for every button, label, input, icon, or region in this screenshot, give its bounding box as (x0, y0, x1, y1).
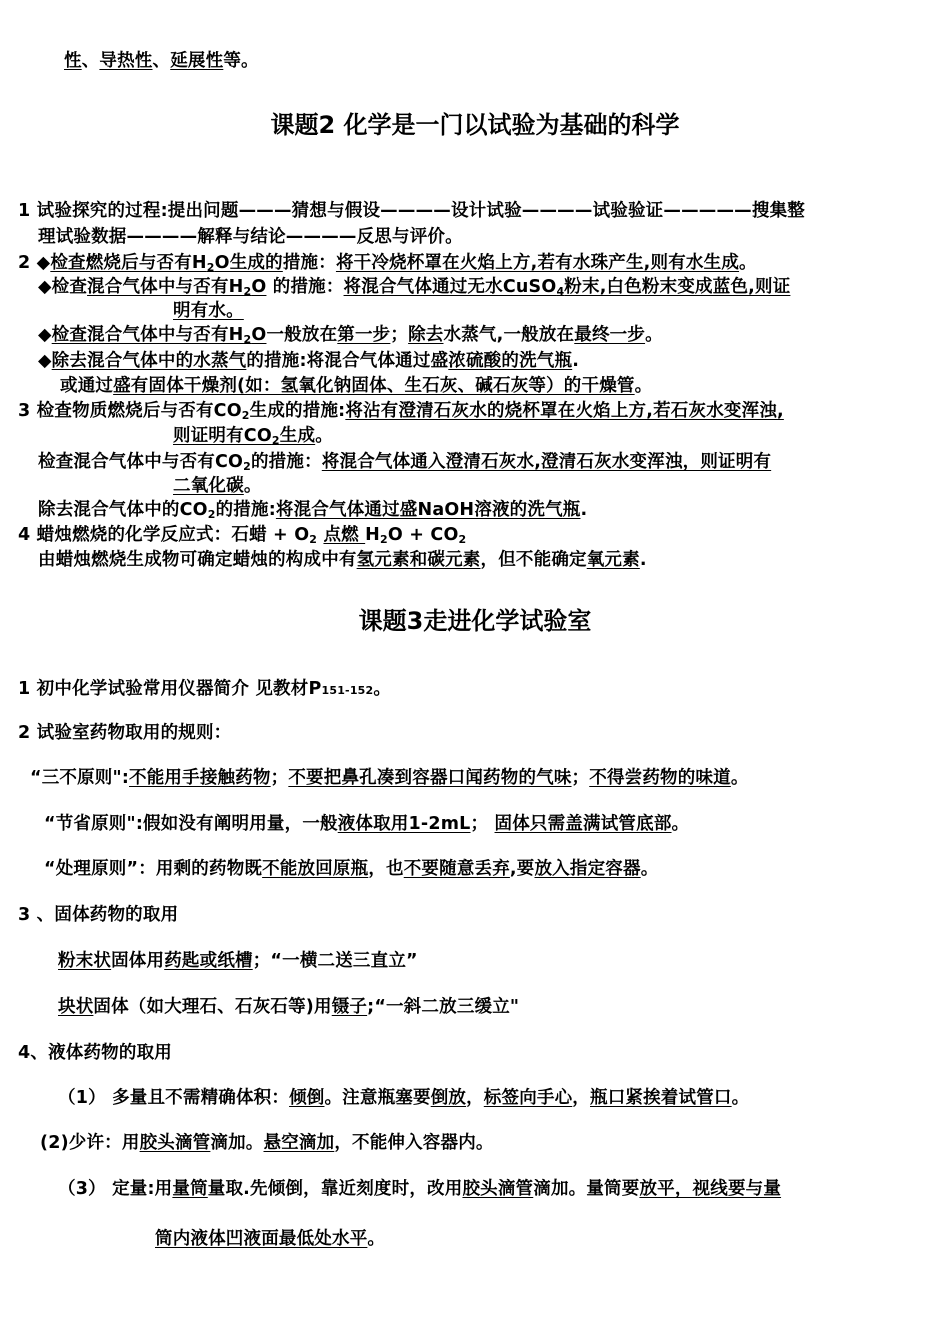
term: 延展性 (170, 51, 224, 71)
text: 措施： (282, 253, 336, 273)
text-line (58, 1087, 749, 1109)
term: 将干冷烧杯罩在火焰上方,若有水珠产生,则有水生成 (335, 253, 740, 273)
text: ◆检查 (38, 277, 88, 297)
term: 液体取用1-2mL (337, 814, 471, 834)
section-title-3: 课题3走进化学试验室 (358, 607, 592, 635)
page-range: 151-152 (321, 684, 374, 697)
term: 药匙或纸槽 (164, 951, 253, 971)
subscript: 4 (556, 285, 565, 298)
section-title-2: 课题2 化学是一门以试验为基础的科学 (270, 111, 680, 139)
text: 4 蜡烛燃烧的化学反应式：石蜡 + O (18, 525, 310, 545)
term: 倾倒 (289, 1088, 325, 1108)
term: 不要把鼻孔凑到容器口闻药物的气味 (288, 768, 572, 788)
text: 。 (367, 1229, 386, 1249)
text: ；“一横二送三直立” (252, 951, 418, 971)
term: 浓硫酸的洗气瓶 (448, 351, 573, 371)
text: ，不能伸入容器内。 (334, 1133, 494, 1153)
text: . (639, 550, 647, 570)
term: 量筒 (172, 1179, 208, 1199)
subscript: 2 (243, 333, 252, 346)
term (87, 277, 266, 297)
text: 。 (373, 679, 392, 699)
text: 检查混合气体中与否有H (51, 325, 244, 345)
text: 水蒸气,一般放在 (443, 325, 575, 345)
text: 固体（如大理石、石灰石等)用 (93, 997, 332, 1017)
text: 2 ◆ (18, 253, 51, 273)
text-line (18, 252, 757, 274)
term: 固体只需盖满试管底部 (494, 814, 672, 834)
text: 则证明有CO (173, 426, 272, 446)
text-line (18, 200, 805, 222)
text: 。 (243, 476, 262, 496)
text: 粉末,白色粉末变成蓝色,则证 (564, 277, 791, 297)
text: 混合气体中与否有H (87, 277, 244, 297)
term: 胶头滴管 (139, 1133, 211, 1153)
text: “节省原则":假如没有阐明用量，一般 (44, 814, 338, 834)
text: 将混合气体通过无水CuSO (343, 277, 557, 297)
text: 。 (730, 768, 749, 788)
text-line (38, 451, 771, 473)
term (52, 325, 267, 345)
text: 。 (731, 1088, 750, 1108)
text: 1 试验探究的过程:提出问题———猜想与假设————设计试验————试验验证—————搜集整 (18, 201, 805, 221)
text-line (64, 50, 259, 72)
term: 将沾有澄清石灰水的烧杯罩在火焰上方,若石灰水变浑浊, (345, 401, 784, 421)
text: 、 (81, 51, 100, 71)
text: （1） 多量且不需精确体积： (58, 1088, 290, 1108)
text-line (58, 996, 519, 1018)
text-line (18, 524, 466, 546)
text: 。 (315, 426, 333, 446)
term: 镊子 (331, 997, 368, 1017)
text: 3 、固体药物的取用 (18, 905, 179, 925)
text: H (365, 525, 381, 545)
text: ◆ (38, 325, 52, 345)
text: 4、液体药物的取用 (18, 1043, 172, 1063)
text-line (18, 678, 391, 702)
text-line (58, 950, 418, 972)
term: 倒放 (430, 1088, 467, 1108)
text: ,要 (509, 859, 535, 879)
text: 。 (671, 814, 690, 834)
subscript: 2 (309, 533, 318, 546)
text-line (38, 276, 790, 298)
text-line (38, 549, 647, 571)
text: ，也 (368, 859, 404, 879)
text: 。 (645, 325, 663, 345)
term: 氧元素 (586, 550, 640, 570)
text-line (18, 904, 178, 926)
text: 生成的措施: (249, 401, 346, 421)
reaction-condition: 点燃 (323, 525, 366, 545)
term: 将混合气体通入澄清石灰水,澄清石灰水变浑浊，则证明有 (321, 452, 772, 472)
text: 检查混合气体中与否有CO (38, 452, 244, 472)
text: O (251, 277, 267, 297)
term: 第一步 (337, 325, 391, 345)
text-line (155, 1228, 385, 1250)
term: 筒内液体凹液面最低处水平 (155, 1229, 368, 1249)
text-line (173, 475, 262, 497)
text-line (18, 722, 231, 744)
term (344, 277, 791, 297)
term: 除去混合气体中的水蒸气 (51, 351, 247, 371)
text: 。注意瓶塞要 (324, 1088, 431, 1108)
text: O + CO (387, 525, 459, 545)
text-line (18, 1042, 172, 1064)
text: 等。 (223, 51, 259, 71)
term: 二氧化碳 (173, 476, 244, 496)
text: （3） 定量:用 (58, 1179, 173, 1199)
term: 块状 (58, 997, 94, 1017)
text: 、 (152, 51, 171, 71)
text: . (580, 500, 588, 520)
text: 滴加。 (210, 1133, 264, 1153)
text: 的措施： (250, 452, 322, 472)
text: 检查燃烧后与否有H (50, 253, 207, 273)
text: 的措施: (215, 500, 276, 520)
text: 3 检查物质燃烧后与否有CO (18, 401, 242, 421)
text: (2)少许：用 (40, 1133, 140, 1153)
text-line (18, 400, 784, 422)
text: ； (571, 768, 590, 788)
term: 瓶口紧挨着试管口 (590, 1088, 732, 1108)
text-line (60, 375, 652, 397)
text: 生成 (279, 426, 316, 446)
term: 不能放回原瓶 (262, 859, 369, 879)
text-line (173, 300, 244, 322)
text: ◆ (38, 351, 52, 371)
text: ， (466, 1088, 484, 1108)
term: 不要随意丢弃 (403, 859, 510, 879)
text: ； (270, 768, 289, 788)
term (173, 426, 315, 446)
text: 的措施： (266, 277, 344, 297)
text-line (38, 226, 463, 248)
term: 盛有 (113, 376, 149, 396)
term: 导热性 (99, 51, 153, 71)
term: 最终一步 (574, 325, 646, 345)
text: O生成的 (214, 253, 283, 273)
text: 。 (634, 376, 653, 396)
term (50, 253, 283, 273)
term: 除去 (408, 325, 444, 345)
subscript: 2 (207, 508, 216, 521)
text: 量取.先倾倒，靠近刻度时，改用 (207, 1179, 463, 1199)
term: 粉末状 (58, 951, 112, 971)
text-line (44, 813, 689, 835)
subscript: 2 (243, 460, 251, 473)
text: “三不原则": (30, 768, 130, 788)
term: 标签向手心 (483, 1088, 573, 1108)
text: 。 (640, 859, 659, 879)
term: 悬空滴加 (263, 1133, 335, 1153)
term: 胶头滴管 (462, 1179, 534, 1199)
text: 2 试验室药物取用的规则： (18, 723, 232, 743)
subscript: 2 (380, 533, 388, 546)
text-line (40, 1132, 494, 1154)
text: 一般放在 (266, 325, 338, 345)
text: 除去混合气体中的CO (38, 500, 208, 520)
text-line (38, 350, 579, 372)
text: 的措施:将混合气体通过盛 (246, 351, 449, 371)
term: 明有水。 (173, 301, 244, 321)
text-line (173, 425, 333, 447)
text-line (44, 858, 658, 880)
text: 。 (739, 253, 757, 273)
term: 放入指定容器 (534, 859, 641, 879)
text: ； (390, 325, 409, 345)
text-line (30, 767, 749, 789)
text: ;“一斜二放三缓立" (367, 997, 520, 1017)
subscript: 2 (241, 409, 250, 422)
text-line (58, 1178, 781, 1200)
text: ， (572, 1088, 590, 1108)
text: 由蜡烛燃烧生成物可确定蜡烛的构成中有 (38, 550, 357, 570)
text: 固体用 (111, 951, 165, 971)
term: 放平，视线要与量 (639, 1179, 782, 1199)
text: 1 初中化学试验常用仪器简介 见教材P (18, 679, 322, 699)
text: 理试验数据————解释与结论————反思与评价。 (38, 227, 463, 247)
term: 氢元素和碳元素 (356, 550, 481, 570)
subscript: 2 (206, 261, 215, 274)
term: 将混合气体通过盛NaOH溶液的洗气瓶 (275, 500, 581, 520)
text: “处理原则”：用剩的药物既 (44, 859, 263, 879)
text: O (251, 325, 267, 345)
text: ； (470, 814, 495, 834)
subscript: 2 (243, 285, 252, 298)
term: 固体干燥剂(如：氢氧化钠固体、生石灰、碱石灰等）的干燥管 (148, 376, 635, 396)
subscript: 2 (458, 533, 467, 546)
text: 或通过 (60, 376, 114, 396)
text: . (572, 351, 580, 371)
text: 滴加。量筒要 (533, 1179, 640, 1199)
text: ，但不能确定 (480, 550, 587, 570)
subscript: 2 (271, 434, 280, 447)
text-line (38, 499, 587, 521)
text-line (38, 324, 663, 346)
term: 不能用手接触药物 (129, 768, 271, 788)
term: 性 (64, 51, 82, 71)
term: 不得尝药物的味道 (589, 768, 731, 788)
